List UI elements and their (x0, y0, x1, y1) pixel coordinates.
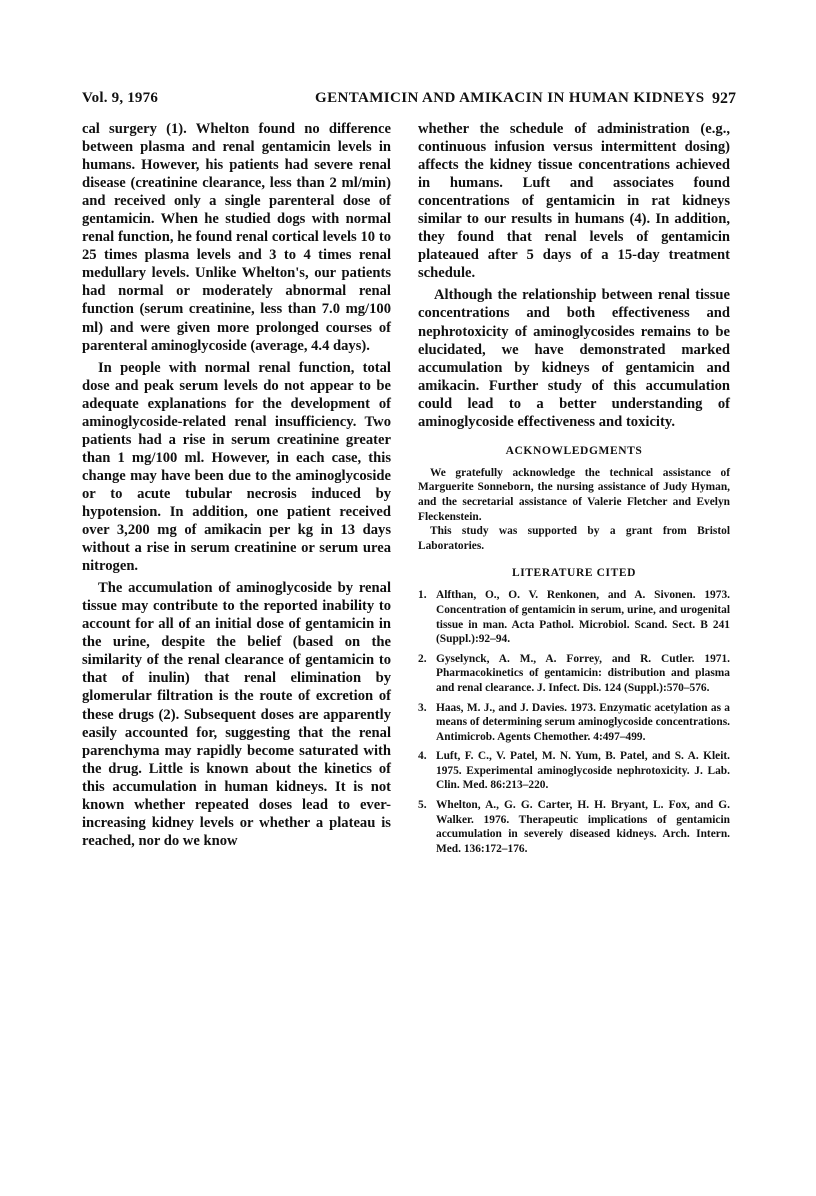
body-paragraph: The accumulation of aminoglycoside by renal tissue may contribute to the reported inability to account for all of an initial dose of gentamicin in the urine, despite the belief (based on the similarity of the renal clearance of gentamicin to that of inulin) that renal elimination by glomerular filtration is the route of excretion of these drugs (2). Subsequent doses are apparently easily accounted for, suggesting that the renal parenchyma may rapidly become saturated with the drug. Little is known about the kinetics of this accumulation in human kidneys. It is not known whether repeated doses lead to ever-increasing kidney levels or whether a plateau is reached, nor do we know (82, 580, 391, 849)
left-column (82, 120, 391, 850)
acknowledgments-text: We gratefully acknowledge the technical assistance of Marguerite Sonneborn, the nursing assistance of Judy Hyman, and the secretarial assistance of Valerie Fletcher and Evelyn Fleckenstein. (418, 466, 730, 523)
funding-note: This study was supported by a grant from Bristol Laboratories. (418, 525, 730, 552)
running-title: GENTAMICIN AND AMIKACIN IN HUMAN KIDNEYS (315, 90, 705, 106)
reference-item: 2. Gyselynck, A. M., A. Forrey, and R. Cutler. 1971. Pharmacokinetics of gentamicin: distribution and plasma and renal clearance. J. Infect. Dis. 124 (Suppl.):570–576. (418, 652, 730, 694)
reference-list (418, 588, 730, 856)
body-paragraph: In people with normal renal function, total dose and peak serum levels do not appear to be adequate explanations for the development of aminoglycoside-related renal insufficiency. Two patients had a rise in serum creatinine greater than 1 mg/100 ml. However, in each case, this change may have been due to the aminoglycoside or to acute tubular necrosis induced by hypotension. In addition, one patient received over 3,200 mg of amikacin per kg in 13 days without a rise in serum creatinine or serum urea nitrogen. (82, 359, 391, 575)
reference-item: 5. Whelton, A., G. G. Carter, H. H. Bryant, L. Fox, and G. Walker. 1976. Therapeutic implications of gentamicin accumulation in severely diseased kidneys. Arch. Intern. Med. 136:172–176. (418, 799, 730, 855)
volume-label: Vol. 9, 1976 (82, 90, 159, 106)
reference-item: 1. Alfthan, O., O. V. Renkonen, and A. Sivonen. 1973. Concentration of gentamicin in serum, urine, and urogenital tissue in man. Acta Pathol. Microbiol. Scand. Sect. B 241 (Suppl.):92–94. (418, 589, 730, 646)
body-paragraph: cal surgery (1). Whelton found no difference between plasma and renal gentamicin levels in humans. However, his patients had severe renal disease (creatinine clearance, less than 2 ml/min) and received only a single parenteral dose of gentamicin. When he studied dogs with normal renal function, he found renal cortical levels 10 to 25 times plasma levels and 3 to 4 times renal medullary levels. Unlike Whelton's, our patients had normal or moderately abnormal renal function (serum creatinine, less than 7.0 mg/100 ml) and were given more prolonged courses of parenteral aminoglycoside (average, 4.4 days). (82, 121, 391, 354)
right-column (418, 120, 730, 861)
body-paragraph: whether the schedule of administration (e.g., continuous infusion versus intermittent dosing) affects the kidney tissue concentrations achieved in humans. Luft and associates found concentrations of gentamicin in rat kidneys similar to our results in humans (4). In addition, they found that renal levels of gentamicin plateaued after 5 days of a 15-day treatment schedule. (418, 121, 730, 282)
reference-item: 3. Haas, M. J., and J. Davies. 1973. Enzymatic acetylation as a means of determining serum aminoglycoside concentrations. Antimicrob. Agents Chemother. 4:497–499. (418, 701, 730, 743)
page-number: 927 (712, 90, 736, 107)
literature-cited-heading: LITERATURE CITED (511, 567, 637, 580)
reference-item: 4. Luft, F. C., V. Patel, M. N. Yum, B. Patel, and S. A. Kleit. 1975. Experimental aminoglycoside nephrotoxicity. J. Lab. Clin. Med. 86:213–220. (418, 750, 730, 792)
body-paragraph: Although the relationship between renal tissue concentrations and both effectiveness and nephrotoxicity of aminoglycosides remains to be elucidated, we have demonstrated marked accumulation by kidneys of gentamicin and amikacin. Further study of this accumulation could lead to a better understanding of aminoglycoside effectiveness and toxicity. (418, 287, 730, 430)
acknowledgments-heading: ACKNOWLEDGMENTS (505, 444, 643, 457)
page-header (82, 90, 736, 110)
